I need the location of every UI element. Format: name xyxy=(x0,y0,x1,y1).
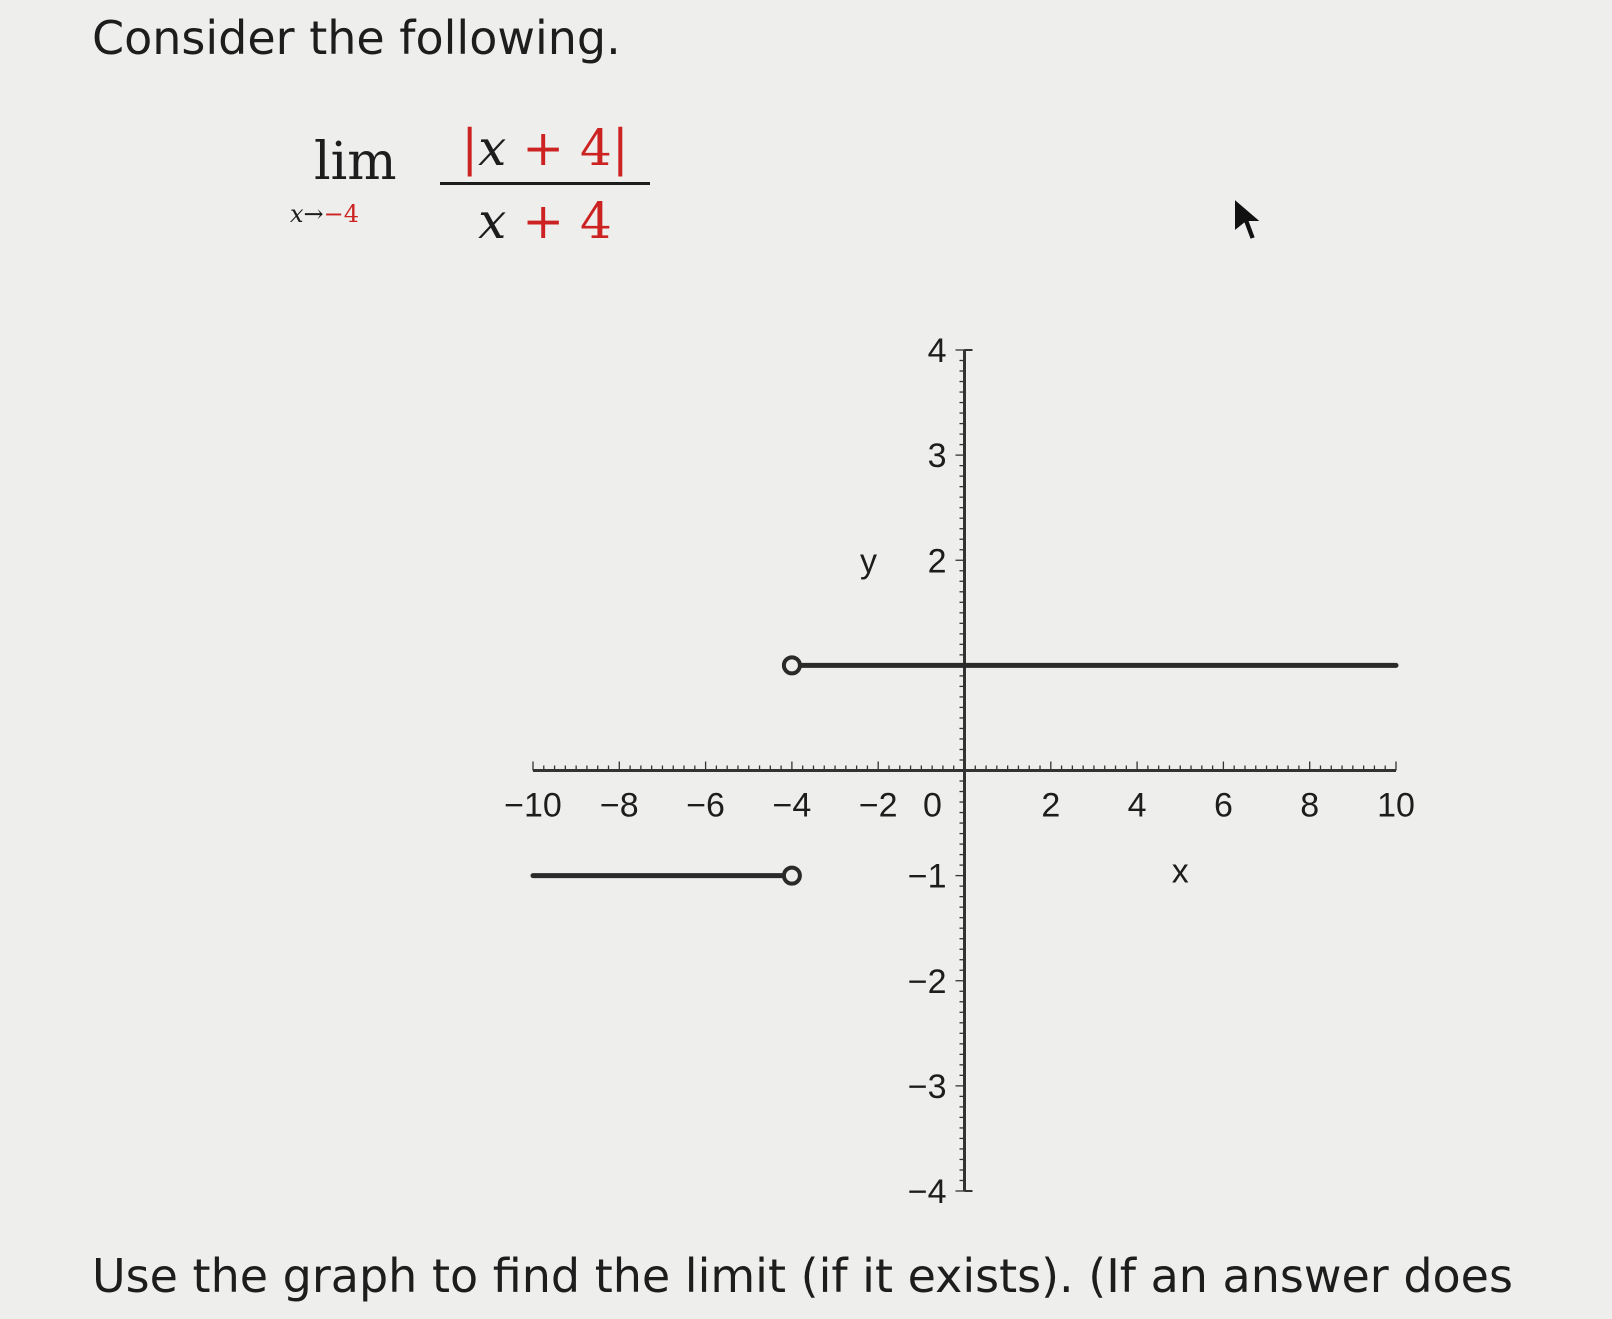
denominator-variable: x xyxy=(478,192,507,250)
y-tick-label: −4 xyxy=(907,1173,947,1211)
lim-sub-variable: x xyxy=(290,200,304,228)
x-tick-label: 8 xyxy=(1300,786,1320,825)
x-tick-label: 0 xyxy=(923,786,942,825)
x-tick-label: −10 xyxy=(504,786,562,825)
numerator-variable: x xyxy=(478,119,507,177)
x-axis-label: x xyxy=(1171,852,1189,891)
x-tick-label: −4 xyxy=(772,786,812,825)
x-tick-label: −8 xyxy=(599,786,639,825)
y-tick-label: −3 xyxy=(907,1067,947,1106)
y-tick-label: −1 xyxy=(907,857,947,896)
x-tick-label: 10 xyxy=(1377,786,1415,825)
prompt-heading: Consider the following. xyxy=(92,11,621,65)
y-tick-label: 2 xyxy=(927,542,947,581)
x-tick-label: 4 xyxy=(1127,786,1147,825)
y-tick-label: 4 xyxy=(927,332,947,370)
denominator-plus: + xyxy=(522,192,565,250)
open-endpoint xyxy=(784,657,800,673)
lim-sub-arrow: → xyxy=(303,200,324,228)
denominator-constant: 4 xyxy=(580,192,612,250)
x-tick-label: 2 xyxy=(1041,786,1061,825)
x-tick-label: −6 xyxy=(686,786,725,825)
instruction-text: Use the graph to find the limit (if it exists). (If an answer does xyxy=(92,1249,1513,1303)
open-endpoint xyxy=(784,868,800,884)
lim-sub-target: −4 xyxy=(323,200,360,228)
x-tick-label: 6 xyxy=(1213,786,1233,825)
y-tick-label: 3 xyxy=(927,437,947,476)
numerator-plus: + xyxy=(522,119,565,177)
x-tick-label: −2 xyxy=(858,786,898,825)
lim-operator: lim xyxy=(314,132,397,192)
y-axis-label: y xyxy=(860,542,877,581)
abs-bar-right: | xyxy=(611,119,629,177)
y-tick-label: −2 xyxy=(907,962,947,1001)
numerator-constant: 4 xyxy=(580,119,612,177)
abs-bar-left: | xyxy=(461,119,479,177)
